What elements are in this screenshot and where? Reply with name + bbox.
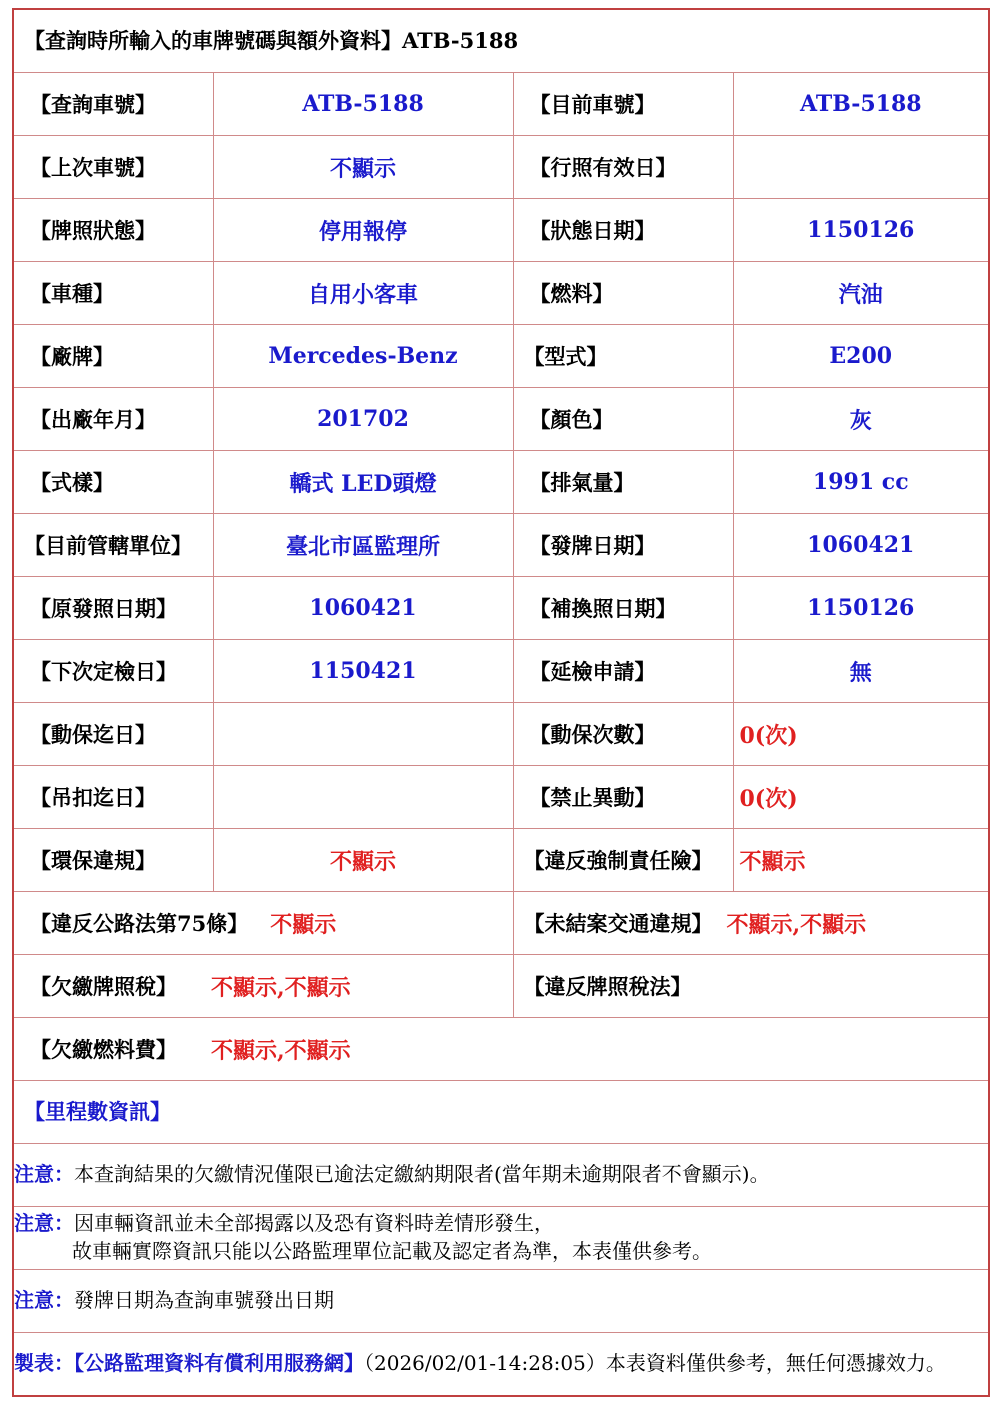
- value-cell: [213, 640, 513, 703]
- value-cell: [733, 388, 989, 451]
- label-cell: [513, 388, 733, 451]
- row-label: 【車種】: [30, 281, 114, 306]
- row-value: 1150126: [807, 217, 915, 243]
- table-row: [13, 577, 989, 640]
- row-value: 不顯示: [739, 848, 806, 875]
- value-cell: [213, 451, 513, 514]
- row-value: ATB-5188: [799, 91, 922, 117]
- label-value-cell: [13, 892, 513, 955]
- label-cell: [13, 262, 213, 325]
- label-cell: [513, 514, 733, 577]
- value-cell: [213, 388, 513, 451]
- table-row: [13, 136, 989, 199]
- value-cell: [213, 766, 513, 829]
- label-cell: [13, 136, 213, 199]
- value-cell: [213, 136, 513, 199]
- footer-row: [13, 1333, 989, 1397]
- label-cell: [13, 640, 213, 703]
- label-cell: [513, 577, 733, 640]
- table-row: [13, 325, 989, 388]
- label-cell: [513, 451, 733, 514]
- label-cell: [513, 73, 733, 136]
- value-cell: [213, 325, 513, 388]
- label-cell: [513, 262, 733, 325]
- footer-source: 【公路監理資料有償利用服務網】: [74, 1351, 364, 1376]
- label-cell: [13, 577, 213, 640]
- note-row: [13, 1207, 989, 1270]
- value-cell: [733, 577, 989, 640]
- row-label: 【出廠年月】: [30, 407, 156, 432]
- row-value: 0(次): [739, 785, 798, 812]
- label-cell: [13, 325, 213, 388]
- row-value: 汽油: [838, 281, 883, 308]
- row-label: 【吊扣迄日】: [30, 785, 156, 810]
- row-value: 無: [849, 659, 872, 686]
- row-value: 臺北市區監理所: [285, 533, 440, 560]
- value-cell: [213, 829, 513, 892]
- row-label: 【顏色】: [529, 407, 614, 432]
- header-plate: ATB-5188: [402, 28, 519, 53]
- row-label: 【欠繳燃料費】: [30, 1037, 177, 1062]
- row-value: 0(次): [739, 722, 798, 749]
- table-row: [13, 766, 989, 829]
- label-cell: [513, 640, 733, 703]
- row-label: 【動保次數】: [529, 722, 656, 747]
- footer-prefix: 製表：: [14, 1351, 74, 1376]
- row-value: 轎式 LED頭燈: [289, 470, 437, 497]
- row-value: 不顯示,不顯示: [726, 911, 867, 938]
- row-label: 【違反公路法第75條】: [30, 911, 249, 936]
- note-cell: [13, 1144, 989, 1207]
- label-cell: [13, 703, 213, 766]
- label-cell: [513, 829, 733, 892]
- row-label: 【發牌日期】: [529, 533, 656, 558]
- value-cell: [733, 73, 989, 136]
- row-value: 停用報停: [318, 218, 407, 245]
- row-label: 【動保迄日】: [30, 722, 156, 747]
- row-label: 【廠牌】: [30, 344, 114, 369]
- row-label: 【未結案交通違規】: [523, 911, 713, 936]
- table-row: [13, 829, 989, 892]
- row-label: 【環保違規】: [30, 848, 156, 873]
- row-label: 【燃料】: [529, 281, 614, 306]
- table-row: [13, 703, 989, 766]
- table-row: [13, 955, 989, 1018]
- label-cell: [13, 388, 213, 451]
- table-row: [13, 514, 989, 577]
- note-row: [13, 1144, 989, 1207]
- row-value: 不顯示: [329, 155, 396, 182]
- mileage-label: 【里程數資訊】: [24, 1099, 171, 1124]
- table-row: [13, 388, 989, 451]
- label-cell: [13, 199, 213, 262]
- row-value: 不顯示,不顯示: [211, 1037, 351, 1064]
- label-cell: [13, 73, 213, 136]
- footer-cell: [13, 1333, 989, 1397]
- table-row: [13, 1018, 989, 1081]
- label-cell: [513, 136, 733, 199]
- row-label: 【查詢車號】: [30, 92, 156, 117]
- row-label: 【禁止異動】: [529, 785, 656, 810]
- row-label: 【目前車號】: [529, 92, 656, 117]
- table-row: [13, 892, 989, 955]
- row-label: 【原發照日期】: [30, 596, 177, 621]
- row-label: 【牌照狀態】: [30, 218, 156, 243]
- label-cell: [13, 766, 213, 829]
- table-row: [13, 451, 989, 514]
- label-value-cell: [13, 955, 513, 1018]
- note-prefix: 注意：: [14, 1162, 74, 1187]
- value-cell: [733, 325, 989, 388]
- vehicle-query-table: [12, 8, 990, 1397]
- value-cell: [733, 262, 989, 325]
- row-label: 【違反牌照稅法】: [523, 974, 692, 999]
- value-cell: [733, 199, 989, 262]
- mileage-cell: [13, 1081, 989, 1144]
- row-label: 【行照有效日】: [529, 155, 677, 180]
- mileage-row: [13, 1081, 989, 1144]
- note-body: 因車輛資訊並未全部揭露以及恐有資料時差情形發生，: [74, 1211, 554, 1236]
- row-label: 【延檢申請】: [529, 659, 656, 684]
- row-value: 1150421: [309, 658, 417, 684]
- value-cell: [733, 451, 989, 514]
- label-value-cell: [513, 955, 989, 1018]
- note-body: 發牌日期為查詢車號發出日期: [74, 1288, 334, 1313]
- note-body: 本查詢結果的欠繳情況僅限已逾法定繳納期限者(當年期未逾期限者不會顯示)。: [74, 1162, 770, 1187]
- value-cell: [733, 514, 989, 577]
- value-cell: [213, 514, 513, 577]
- row-label: 【上次車號】: [30, 155, 156, 180]
- row-value: 不顯示: [270, 911, 337, 938]
- header-title: 【查詢時所輸入的車牌號碼與額外資料】: [24, 28, 402, 53]
- row-value: 1150126: [807, 595, 915, 621]
- row-label: 【違反強制責任險】: [523, 848, 713, 873]
- row-label: 【欠繳牌照稅】: [30, 974, 177, 999]
- label-cell: [513, 766, 733, 829]
- row-label: 【式樣】: [30, 470, 114, 495]
- row-value: 1060421: [807, 532, 915, 558]
- footer-body: 本表資料僅供參考，無任何憑據效力。: [605, 1351, 946, 1376]
- value-cell: [733, 136, 989, 199]
- row-label: 【目前管轄單位】: [24, 533, 192, 558]
- value-cell: [213, 703, 513, 766]
- note-prefix: 注意：: [14, 1211, 74, 1236]
- value-cell: [733, 766, 989, 829]
- note-prefix: 注意：: [14, 1288, 74, 1313]
- label-value-cell: [13, 1018, 989, 1081]
- table-row: [13, 73, 989, 136]
- note-second-line: 故車輛實際資訊只能以公路監理單位記載及認定者為準，本表僅供參考。: [72, 1239, 712, 1263]
- value-cell: [213, 262, 513, 325]
- row-value: 1060421: [309, 595, 417, 621]
- value-cell: [213, 577, 513, 640]
- row-value: 不顯示,不顯示: [211, 974, 351, 1001]
- value-cell: [733, 703, 989, 766]
- table-row: [13, 199, 989, 262]
- row-value: ATB-5188: [302, 91, 424, 117]
- row-label: 【狀態日期】: [529, 218, 656, 243]
- value-cell: [213, 199, 513, 262]
- row-label: 【型式】: [523, 344, 608, 369]
- value-cell: [733, 640, 989, 703]
- table-row: [13, 262, 989, 325]
- row-value: Mercedes-Benz: [268, 343, 458, 369]
- row-value: 灰: [849, 407, 872, 434]
- footer-timestamp: （2026/02/01-14:28:05）: [364, 1351, 606, 1376]
- table-row: [13, 640, 989, 703]
- row-label: 【補換照日期】: [529, 596, 677, 621]
- row-value: 201702: [317, 406, 409, 432]
- row-label: 【下次定檢日】: [30, 659, 177, 684]
- note-cell: [13, 1207, 989, 1270]
- label-cell: [513, 703, 733, 766]
- label-cell: [513, 199, 733, 262]
- row-value: 1991 cc: [812, 469, 909, 495]
- table-header-row: [13, 9, 989, 73]
- label-cell: [13, 451, 213, 514]
- value-cell: [213, 73, 513, 136]
- label-cell: [513, 325, 733, 388]
- row-value: 不顯示: [329, 848, 396, 875]
- value-cell: [733, 829, 989, 892]
- row-value: 自用小客車: [307, 281, 418, 308]
- row-value: E200: [829, 343, 893, 369]
- note-cell: [13, 1270, 989, 1333]
- label-value-cell: [513, 892, 989, 955]
- note-row: [13, 1270, 989, 1333]
- header-cell: [13, 9, 989, 73]
- label-cell: [13, 829, 213, 892]
- label-cell: [13, 514, 213, 577]
- row-label: 【排氣量】: [529, 470, 635, 495]
